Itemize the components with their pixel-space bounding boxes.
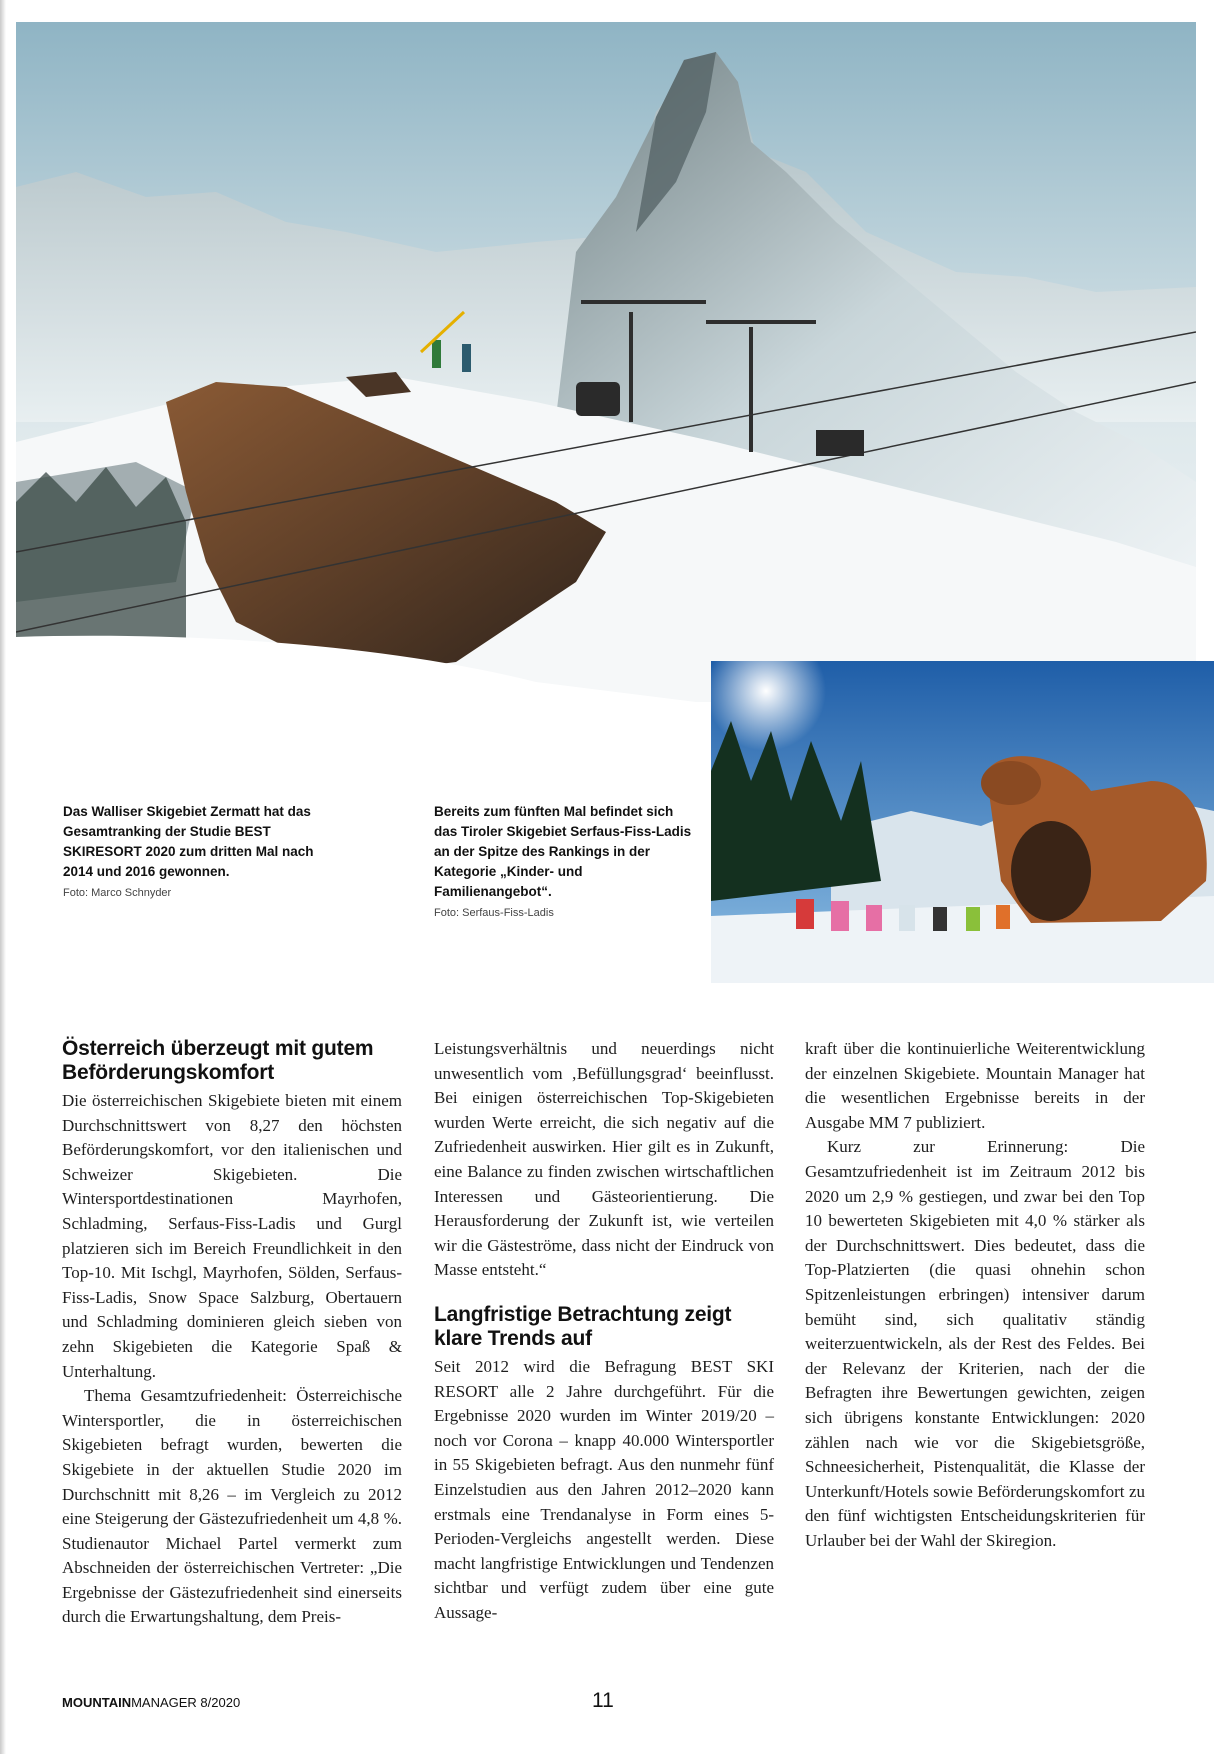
paragraph: Seit 2012 wird die Befragung BEST SKI RESORT alle 2 Jahre durchgeführt. Für die Ergebnisse 2020 wurden im Winter 2019/20 – noch vor Corona – knapp 40.000 Wintersportler in 55 Skigebieten befragt. Aus den nunmehr fünf Einzelstudien aus den Jahren 2012–2020 kann erstmals eine Trendanalyse in Form eines 5-Perioden-Vergleichs angestellt werden. Diese macht langfristige Entwicklungen und Tendenzen sichtbar und verfügt zudem über eine gute Aussage- xyxy=(434,1356,774,1622)
zermatt-matterhorn-photo xyxy=(16,22,1196,702)
caption-zermatt xyxy=(63,802,333,902)
photo-credit: Foto: Serfaus-Fiss-Ladis xyxy=(434,907,554,919)
section-heading: Österreich überzeugt mit gutem Beförderungskomfort xyxy=(62,1037,374,1084)
paragraph: Die österreichischen Skigebiete bieten mit einem Durchschnittswert von 8,27 den höchsten Beförderungskomfort, vor den italienischen und Schweizer Skigebieten. Die Wintersportdestinationen Mayrhofen, Schladming, Serfaus-Fiss-Ladis und Gurgl platzieren sich im Bereich Freundlichkeit in den Top-10. Mit Ischgl, Mayrhofen, Sölden, Serfaus-Fiss-Ladis, Snow Space Salzburg, Obertauern und Schladming dominieren gleich sieben von zehn Skigebieten die Kategorie Spaß & Unterhaltung. xyxy=(62,1091,402,1381)
article-column-1 xyxy=(62,1037,402,1630)
paragraph: Thema Gesamtzufriedenheit: Österreichische Wintersportler, die in österreichischen Skigebieten befragt wurden, bewerten die Skigebiete in der aktuellen Studie 2020 im Durchschnitt mit 8,26 – im Vergleich zu 2012 eine Steigerung der Gästezufriedenheit um 4,8 %. Studienautor Michael Partel vermerkt zum Abschneiden der österreichischen Vertreter: „Die Ergebnisse der Gästezufriedenheit sind einerseits durch die Erwartungshaltung, dem Preis- xyxy=(62,1386,402,1627)
photo-credit: Foto: Marco Schnyder xyxy=(63,887,172,899)
article-column-3 xyxy=(805,1037,1145,1553)
page-edge-shadow xyxy=(0,0,6,1754)
magazine-name-rest: MANAGER 8/2020 xyxy=(131,1695,241,1710)
caption-text: Das Walliser Skigebiet Zermatt hat das Gesamtranking der Studie BEST SKIRESORT 2020 zum dritten Mal nach 2014 und 2016 gewonnen. xyxy=(63,804,314,879)
article-column-2 xyxy=(434,1037,774,1625)
magazine-footer xyxy=(62,1695,240,1710)
paragraph: kraft über die kontinuierliche Weiterentwicklung der einzelnen Skigebiete. Mountain Manager hat die wesentlichen Ergebnisse bereits in der Ausgabe MM 7 publiziert. xyxy=(805,1039,1145,1132)
section-heading: Langfristige Betrachtung zeigt klare Trends auf xyxy=(434,1302,732,1350)
page-number: 11 xyxy=(592,1689,614,1712)
caption-serfaus xyxy=(434,802,694,922)
paragraph: Leistungsverhältnis und neuerdings nicht unwesentlich vom ‚Befüllungsgrad‘ beeinflusst. Bei einigen österreichischen Top-Skigebieten wurden Werte erreicht, die sich negativ auf die Zufriedenheit auswirken. Hier gilt es in Zukunft, eine Balance zu finden zwischen wirtschaftlichen Interessen und Gästeorientierung. Die Herausforderung der Zukunft ist, wie verteilen wir die Gästeströme, dass nicht der Eindruck von Masse entsteht.“ xyxy=(434,1039,774,1280)
serfaus-kids-photo xyxy=(711,661,1214,983)
paragraph: Kurz zur Erinnerung: Die Gesamtzufriedenheit ist im Zeitraum 2012 bis 2020 um 2,9 % gestiegen, und zwar bei den Top 10 bewerteten Skigebieten mit 4,0 % stärker als der Durchschnittswert. Dies bedeutet, dass die Top-Platzierten (die quasi ohnehin schon Spitzenleistungen erbringen) intensiver darum bemüht sind, sich qualitativ ständig weiterzuentwickeln, als der Rest des Feldes. Bei der Relevanz der Kriterien, nach der die Befragten ihre Bewertungen gewichten, zeigen sich übrigens konstante Entwicklungen: 2020 zählen nach wie vor die Skigebietsgröße, Schneesicherheit, Pistenqualität, die Klasse der Unterkunft/Hotels sowie Beförderungskomfort zu den fünf wichtigsten Entscheidungskriterien für Urlauber bei der Wahl der Skiregion. xyxy=(805,1137,1145,1550)
magazine-name-bold: MOUNTAIN xyxy=(62,1695,132,1710)
caption-text: Bereits zum fünften Mal befindet sich das Tiroler Skigebiet Serfaus-Fiss-Ladis an der Spitze des Rankings in der Kategorie „Kinder- und Familienangebot“. xyxy=(434,804,692,899)
